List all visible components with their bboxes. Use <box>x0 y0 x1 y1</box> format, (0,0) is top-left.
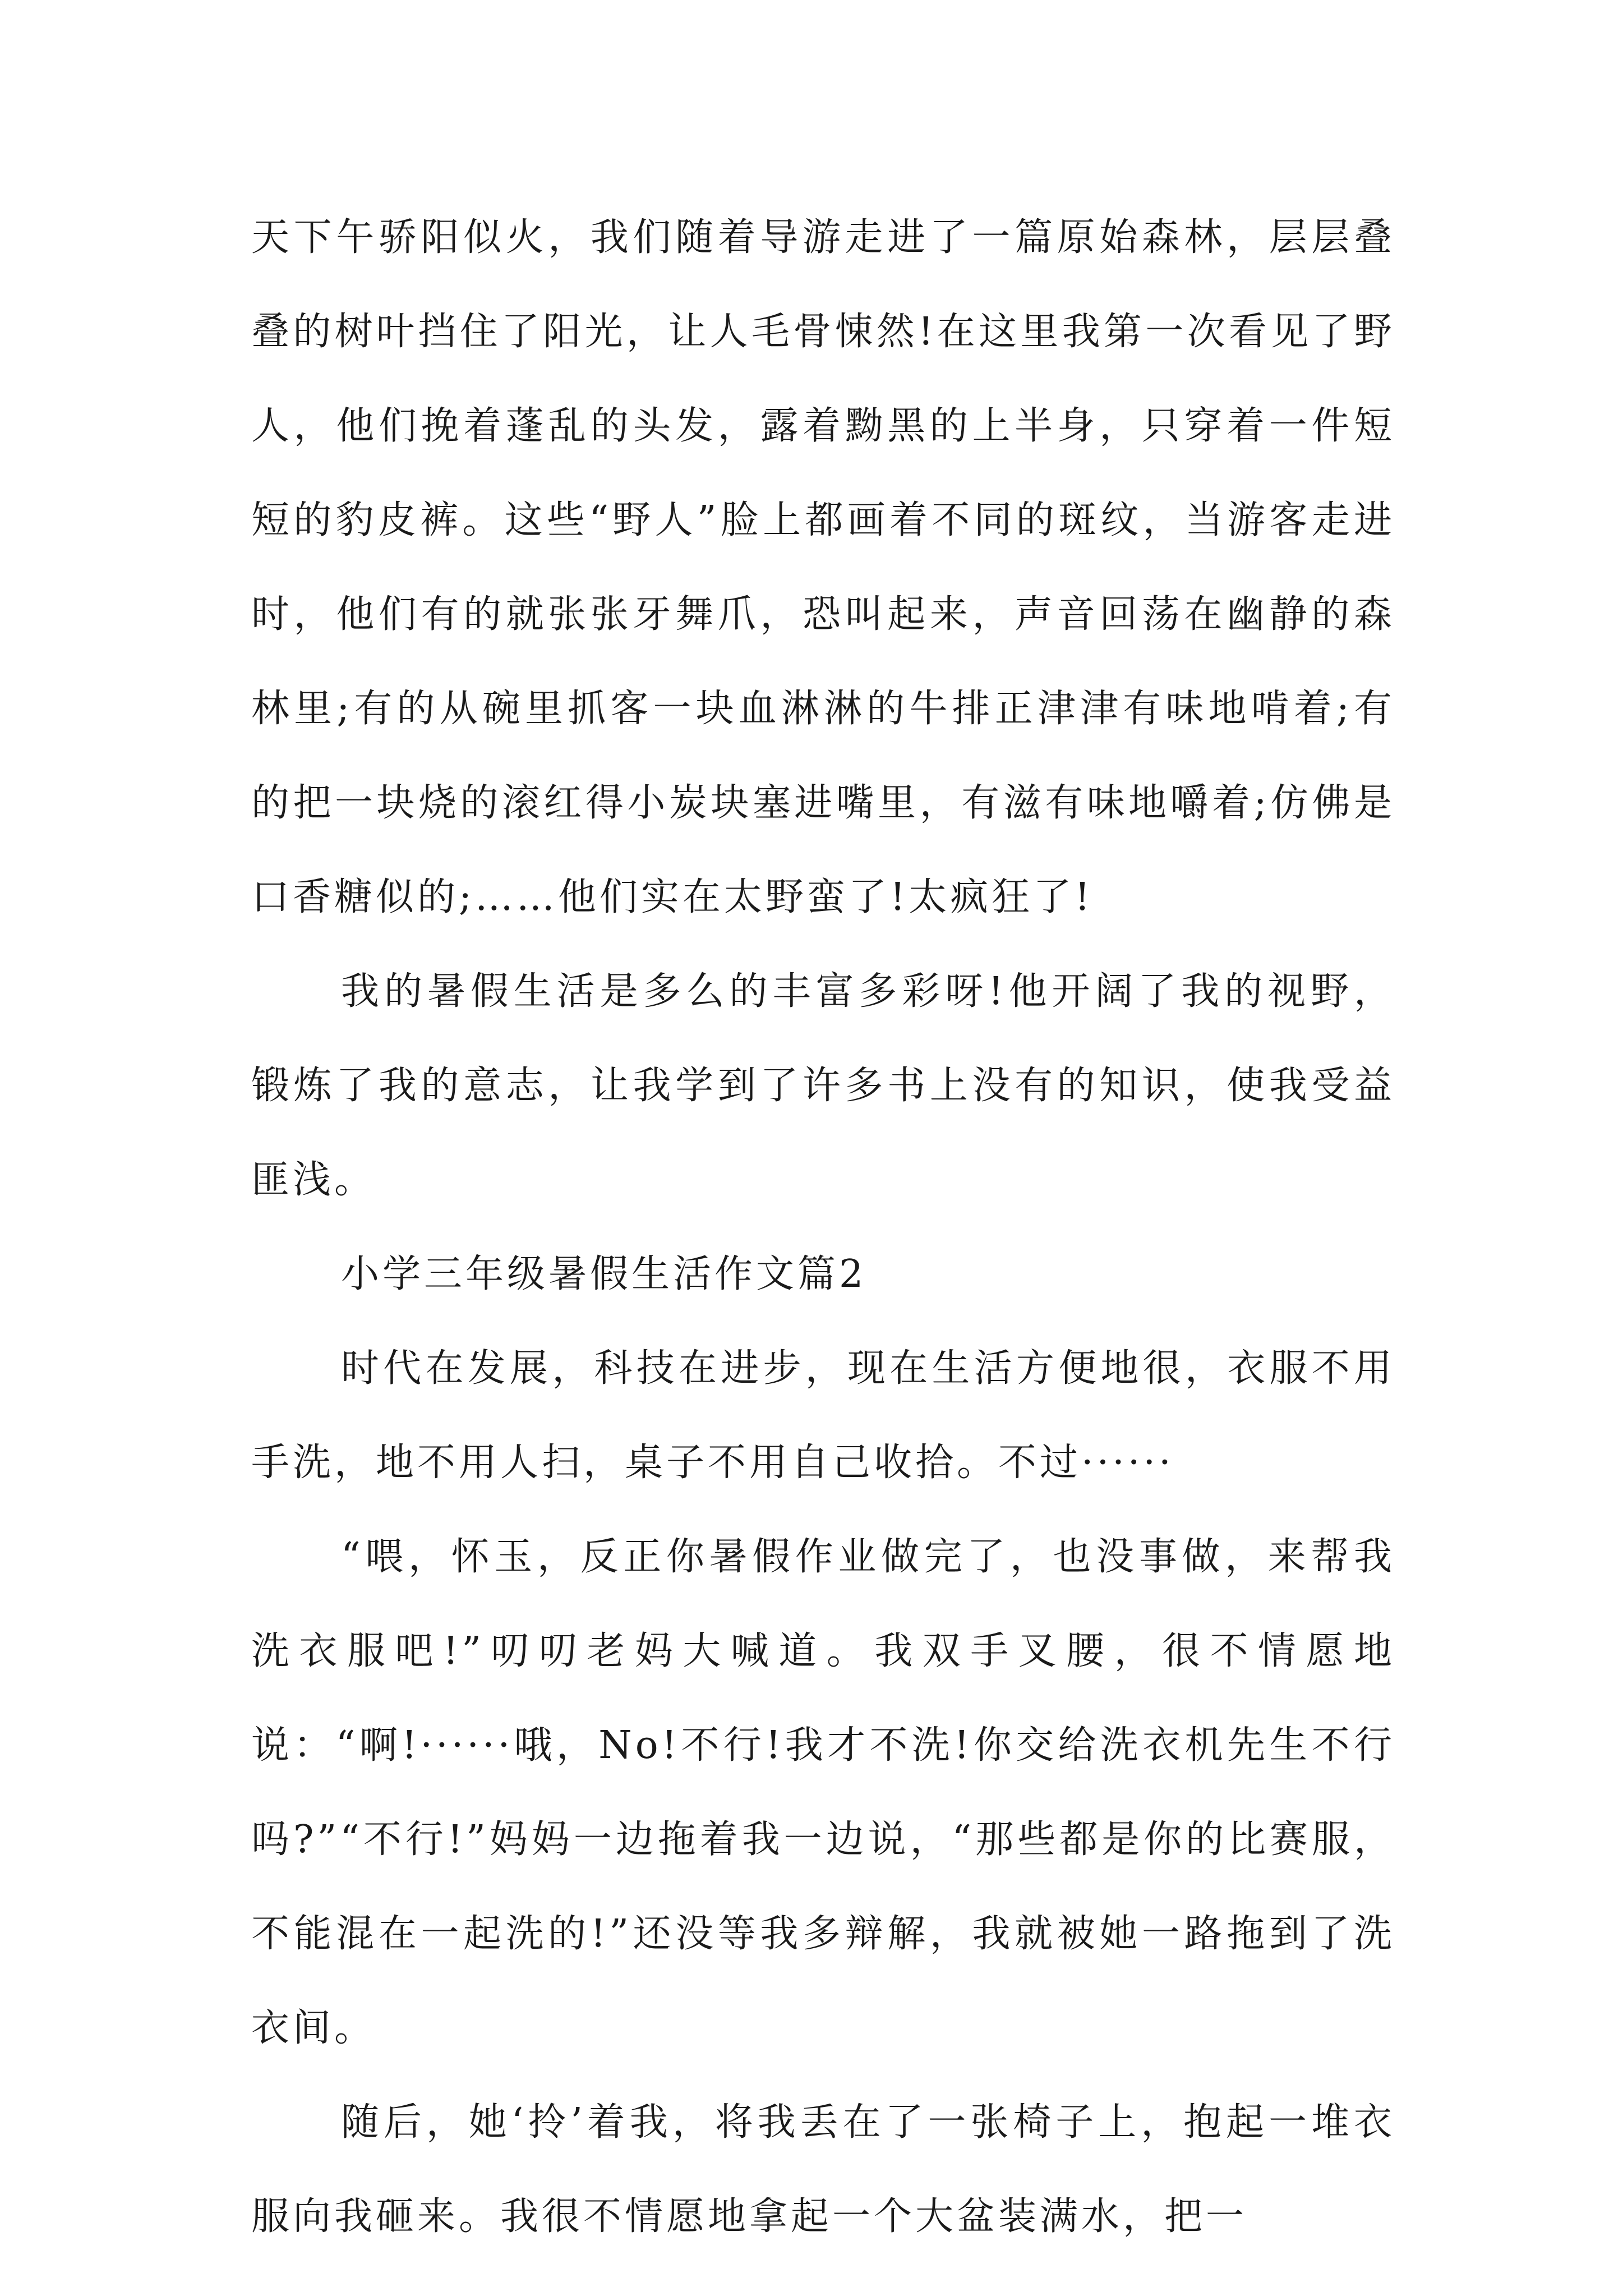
paragraph-wild-men: 天下午骄阳似火，我们随着导游走进了一篇原始森林，层层叠叠的树叶挡住了阳光，让人毛骨悚然!在这里我第一次看见了野人，他们挽着蓬乱的头发，露着黝黑的上半身，只穿着一件短短的豹皮裤。这些“野人”脸上都画着不同的斑纹，当游客走进时，他们有的就张张牙舞爪，恐叫起来，声音回荡在幽静的森林里;有的从碗里抓客一块血淋淋的牛排正津津有味地啃着;有的把一块烧的滚红得小炭块塞进嘴里，有滋有味地嚼着;仿佛是口香糖似的;……他们实在太野蛮了!太疯狂了! <box>251 215 1395 919</box>
paragraph-summer-summary: 我的暑假生活是多么的丰富多彩呀!他开阔了我的视野，锻炼了我的意志，让我学到了许多书上没有的知识，使我受益匪浅。 <box>251 969 1395 1202</box>
document-body <box>251 191 1395 2264</box>
paragraph-mom-dialogue: “喂，怀玉，反正你暑假作业做完了，也没事做，来帮我洗衣服吧!”叨叨老妈大喊道。我双手叉腰，很不情愿地说：“啊!······哦，No!不行!我才不洗!你交给洗衣机先生不行吗?”“不行!”妈妈一边拖着我一边说，“那些都是你的比赛服，不能混在一起洗的!”还没等我多辩解，我就被她一路拖到了洗衣间。 <box>251 1535 1395 2050</box>
paragraph-laundry: 随后，她‘拎’着我，将我丢在了一张椅子上，抱起一堆衣服向我砸来。我很不情愿地拿起一个大盆装满水，把一 <box>251 2100 1395 2239</box>
paragraph-technology: 时代在发展，科技在进步，现在生活方便地很，衣服不用手洗，地不用人扫，桌子不用自己收拾。不过······ <box>251 1346 1395 1485</box>
section-heading: 小学三年级暑假生活作文篇2 <box>341 1252 867 1296</box>
